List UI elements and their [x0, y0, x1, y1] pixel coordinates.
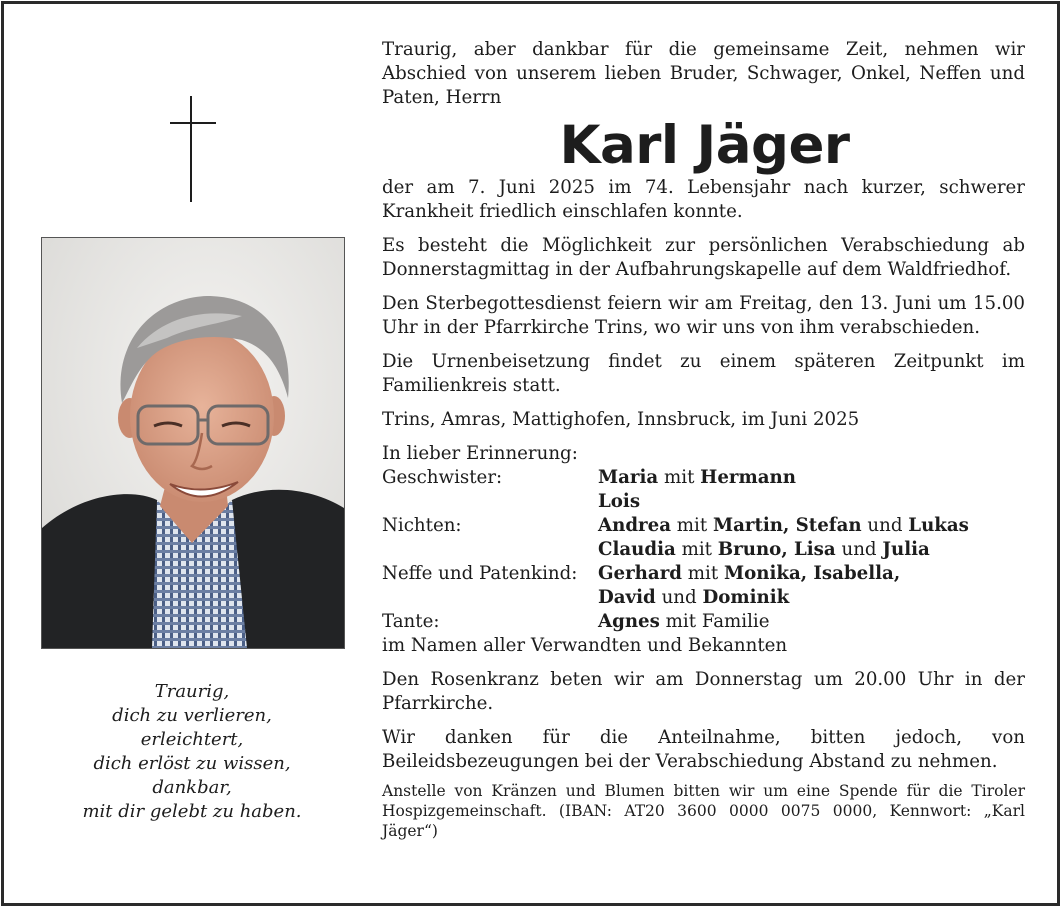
- donation-text: Anstelle von Kränzen und Blumen bitten wir um eine Spende für die Tiroler Hospizgemeinschaft. (IBAN: AT20 3600 0000 0075 0000, Kennwort: „Karl Jäger“): [382, 782, 1025, 840]
- relation-names: Lois: [598, 491, 641, 512]
- poem: [44, 680, 340, 824]
- thanks-line-1: Wir danken für die Anteilnahme, bitten jedoch, von: [382, 727, 1025, 748]
- relation-label: Tante:: [382, 611, 440, 632]
- cross-icon: [190, 96, 192, 202]
- service-text: Den Sterbegottesdienst feiern wir am Freitag, den 13. Juni um 15.00 Uhr in der Pfarrkirche Trins, wo wir uns von ihm verabschieden.: [382, 293, 1025, 338]
- relation-names: Maria mit Hermann: [598, 467, 796, 488]
- relation-names: Gerhard mit Monika, Isabella,: [598, 563, 901, 584]
- relatives-list: [382, 466, 1025, 634]
- farewell-text: Es besteht die Möglichkeit zur persönlichen Verabschiedung ab Donnerstagmittag in der Aufbahrungskapelle auf dem Waldfriedhof.: [382, 235, 1025, 280]
- relation-label: Neffe und Patenkind:: [382, 563, 578, 584]
- relation-label: Nichten:: [382, 515, 462, 536]
- obituary-card: [1, 1, 1060, 906]
- portrait-photo: [41, 237, 345, 649]
- relation-names: Andrea mit Martin, Stefan und Lukas: [598, 515, 969, 536]
- poem-line: Traurig,: [154, 681, 230, 702]
- memory-intro: In lieber Erinnerung:: [382, 443, 578, 464]
- deceased-name: Karl Jäger: [559, 115, 850, 176]
- poem-line: erleichtert,: [140, 729, 244, 750]
- rosary-text: Den Rosenkranz beten wir am Donnerstag um 20.00 Uhr in der Pfarrkirche.: [382, 669, 1025, 714]
- poem-line: dich erlöst zu wissen,: [93, 753, 291, 774]
- urn-text: Die Urnenbeisetzung findet zu einem späteren Zeitpunkt im Familienkreis statt.: [382, 351, 1025, 396]
- relation-names: David und Dominik: [598, 587, 790, 608]
- relation-label: Geschwister:: [382, 467, 503, 488]
- cross-icon-bar: [170, 122, 216, 124]
- poem-line: dich zu verlieren,: [112, 705, 272, 726]
- place-date: Trins, Amras, Mattighofen, Innsbruck, im Juni 2025: [382, 409, 860, 430]
- thanks-line-2: Beileidsbezeugungen bei der Verabschiedung Abstand zu nehmen.: [382, 751, 998, 772]
- poem-line: dankbar,: [152, 777, 232, 798]
- death-notice: der am 7. Juni 2025 im 74. Lebensjahr nach kurzer, schwerer Krankheit friedlich einschlafen konnte.: [382, 177, 1025, 222]
- portrait-illustration: [42, 238, 344, 648]
- obituary-text: [382, 38, 1025, 841]
- others-text: im Namen aller Verwandten und Bekannten: [382, 635, 788, 656]
- poem-line: mit dir gelebt zu haben.: [82, 801, 302, 822]
- relation-names: Claudia mit Bruno, Lisa und Julia: [598, 539, 930, 560]
- intro-text: Traurig, aber dankbar für die gemeinsame Zeit, nehmen wir Abschied von unserem lieben Bruder, Schwager, Onkel, Neffen und Paten, Herrn: [382, 39, 1025, 108]
- relation-names: Agnes mit Familie: [598, 611, 770, 632]
